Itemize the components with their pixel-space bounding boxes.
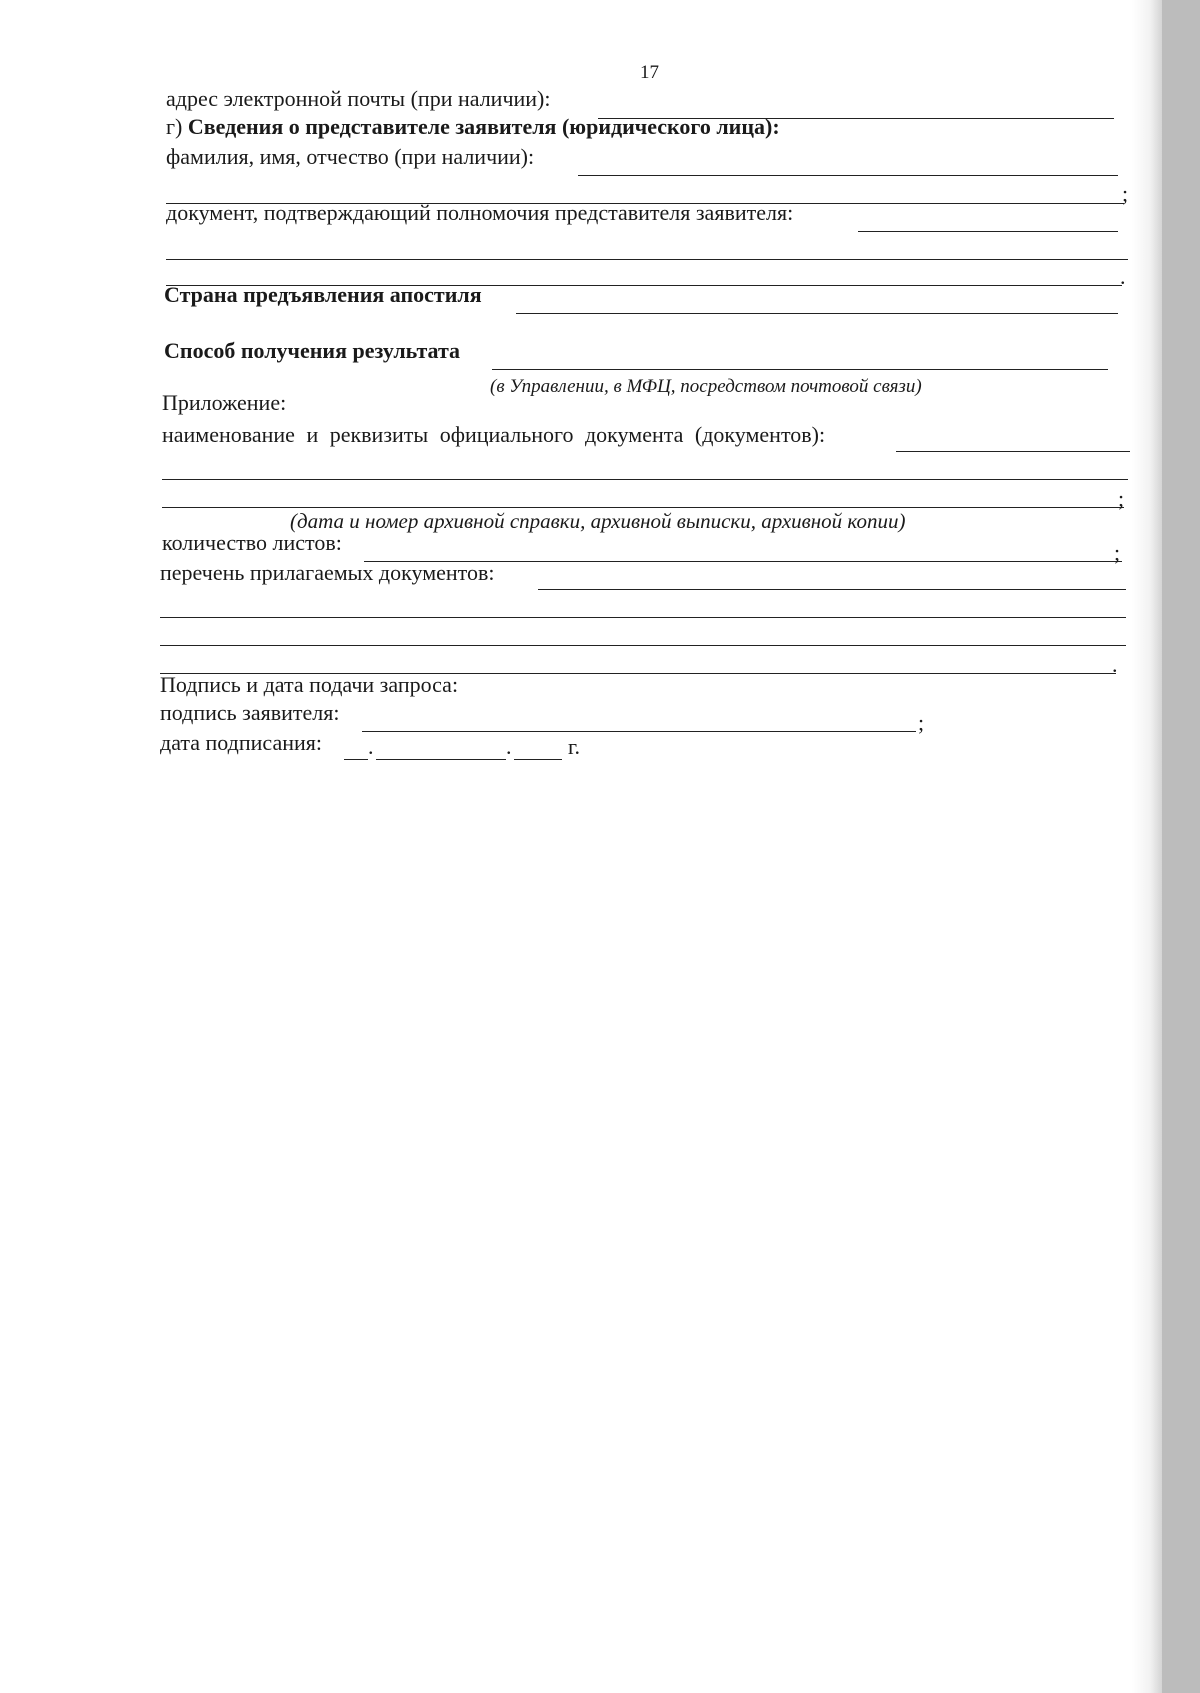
attached-list-period: . — [1112, 652, 1118, 677]
attached-list-field-line-2[interactable] — [160, 617, 1126, 618]
attachment-label: Приложение: — [162, 390, 287, 415]
signing-date-label: дата подписания: — [160, 730, 322, 755]
sheets-label: количество листов: — [162, 530, 342, 555]
scan-edge — [1162, 0, 1200, 1693]
signing-date-year-suffix: г. — [568, 734, 581, 759]
official-doc-label: наименование и реквизиты официального документа (документов): — [162, 422, 826, 447]
result-method-label: Способ получения результата — [164, 338, 461, 363]
authority-doc-period: . — [1120, 264, 1126, 289]
authority-doc-label: документ, подтверждающий полномочия представителя заявителя: — [166, 200, 794, 225]
official-doc-hint: (дата и номер архивной справки, архивной выписки, архивной копии) — [290, 509, 906, 533]
authority-doc-field-line-2[interactable] — [166, 259, 1128, 260]
signing-date-dot-2: . — [506, 734, 512, 759]
applicant-signature-label: подпись заявителя: — [160, 700, 340, 725]
authority-doc-field[interactable] — [858, 231, 1118, 232]
applicant-signature-field[interactable] — [362, 731, 916, 732]
attached-list-field-line-3[interactable] — [160, 645, 1126, 646]
result-method-field[interactable] — [492, 369, 1108, 370]
official-doc-field[interactable] — [896, 451, 1130, 452]
signing-date-month-field[interactable] — [376, 759, 506, 760]
section-g-heading — [166, 114, 780, 140]
signature-section-label: Подпись и дата подачи запроса: — [160, 672, 459, 697]
fio-field[interactable] — [578, 175, 1118, 176]
section-g-prefix: г) — [166, 114, 183, 139]
apostille-country-field[interactable] — [516, 313, 1118, 314]
signing-date-day-field[interactable] — [344, 759, 368, 760]
fio-label: фамилия, имя, отчество (при наличии): — [166, 144, 535, 169]
scan-shadow — [1132, 0, 1162, 1693]
fio-semicolon: ; — [1122, 181, 1129, 206]
email-label: адрес электронной почты (при наличии): — [166, 86, 551, 111]
attached-list-label: перечень прилагаемых документов: — [160, 560, 495, 585]
attached-list-field[interactable] — [538, 589, 1126, 590]
official-doc-semicolon: ; — [1118, 486, 1125, 511]
applicant-signature-semicolon: ; — [918, 710, 925, 735]
result-method-hint: (в Управлении, в МФЦ, посредством почтовой связи) — [490, 376, 922, 397]
section-g-title: Сведения о представителе заявителя (юридического лица): — [187, 114, 780, 139]
apostille-country-label: Страна предъявления апостиля — [164, 282, 482, 307]
signing-date-dot-1: . — [368, 734, 374, 759]
official-doc-field-line-2[interactable] — [162, 479, 1128, 480]
signing-date-year-field[interactable] — [514, 759, 562, 760]
sheets-semicolon: ; — [1114, 540, 1121, 565]
page-number: 17 — [640, 62, 659, 83]
